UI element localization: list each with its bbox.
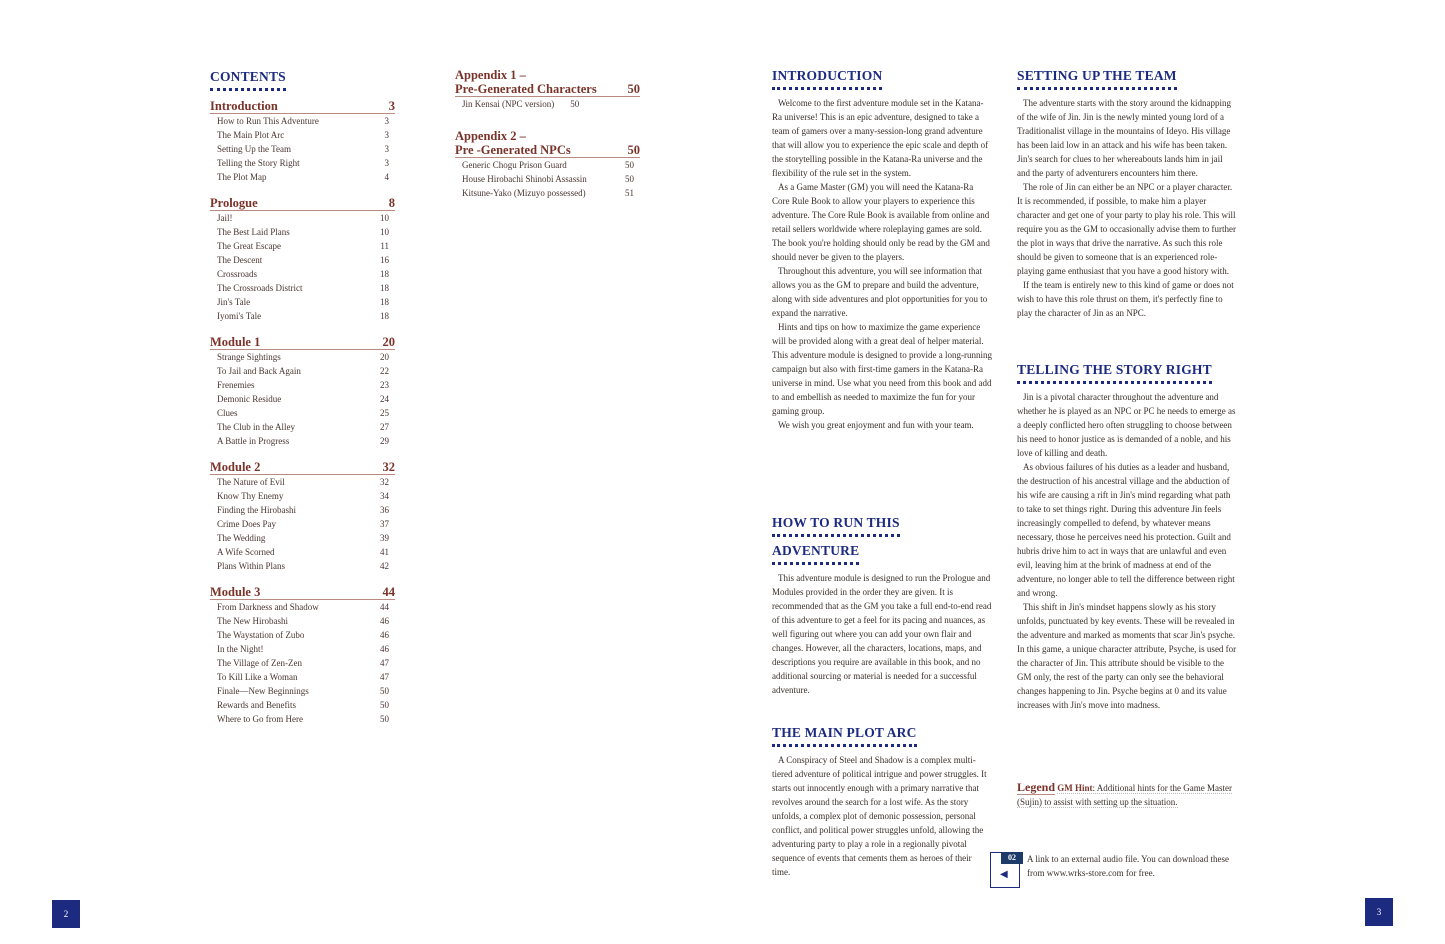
toc-entry-page: 44	[380, 602, 389, 612]
toc-entry-page: 46	[380, 630, 389, 640]
gm-hint-label: GM Hint	[1057, 783, 1093, 793]
toc-section-title: Prologue	[210, 196, 258, 210]
setting-up-team-section	[1017, 68, 1237, 320]
toc-entry-page: 50	[625, 174, 634, 184]
table-of-contents	[210, 68, 395, 726]
toc-section-title: Module 3	[210, 585, 261, 599]
toc-entry[interactable]	[455, 172, 640, 186]
paragraph: Throughout this adventure, you will see information that allows you as the GM to prepare and build the adventure, along with side adventures and plot opportunities for you to expand the narrative.	[772, 266, 988, 318]
toc-entry[interactable]	[210, 614, 395, 628]
toc-entry-page: 50	[570, 99, 580, 109]
toc-entry-title: Clues	[217, 408, 238, 418]
toc-entry[interactable]	[210, 364, 395, 378]
toc-entry-title: The Descent	[217, 255, 263, 265]
toc-entry[interactable]	[210, 420, 395, 434]
toc-entry[interactable]	[210, 559, 395, 573]
toc-entry-title: In the Night!	[217, 644, 264, 654]
toc-entry-title: The Wedding	[217, 533, 266, 543]
toc-entry-title: The Plot Map	[217, 172, 267, 182]
toc-entry[interactable]	[210, 628, 395, 642]
toc-entry[interactable]	[455, 158, 640, 172]
telling-story-section	[1017, 362, 1237, 712]
toc-entry-title: Crime Does Pay	[217, 519, 276, 529]
toc-entry[interactable]	[210, 475, 395, 489]
toc-entry-page: 39	[380, 533, 389, 543]
toc-entry-title: The Best Laid Plans	[217, 227, 290, 237]
toc-section-title: Module 1	[210, 335, 261, 349]
toc-entry-page: 18	[380, 269, 389, 279]
toc-entry[interactable]	[210, 698, 395, 712]
appendix-page: 50	[627, 143, 640, 157]
toc-section-page: 20	[382, 335, 395, 349]
paragraph: This shift in Jin's mindset happens slowly as his story unfolds, punctuated by key events. These will be revealed in the adventure and marked as moments that scar Jin's psyche. In this game, a unique character attribute, Psyche, is used for the character of Jin. This attribute should be visible to the GM only, the rest of the party can only see the behavioral changes happening to Jin. Psyche begins at 0 and its value increases with Jin's move into madness.	[1017, 602, 1237, 710]
toc-section-heading[interactable]	[210, 460, 395, 475]
appendix-heading[interactable]	[455, 143, 640, 158]
legend-heading: Legend	[1017, 780, 1056, 794]
toc-entry-page: 27	[380, 422, 389, 432]
toc-entry-page: 47	[380, 658, 389, 668]
toc-entry[interactable]	[210, 114, 395, 128]
setting-up-team-heading: SETTING UP THE TEAM	[1017, 68, 1177, 90]
toc-entry-title: Crossroads	[217, 269, 257, 279]
toc-entry-page: 51	[625, 188, 634, 198]
toc-entry-title: The Waystation of Zubo	[217, 630, 305, 640]
appendix-heading[interactable]	[455, 82, 640, 97]
toc-entry-page: 23	[380, 380, 389, 390]
toc-entry[interactable]	[210, 267, 395, 281]
toc-entry-title: Jin Kensai (NPC version)	[462, 99, 555, 109]
toc-entry-title: Demonic Residue	[217, 394, 282, 404]
paragraph: As a Game Master (GM) you will need the Katana-Ra Core Rule Book to allow your players to experience this adventure. The Core Rule Book is available from online and retail sellers worldwide where roleplaying games are sold. The book you're holding should only be read by the GM and should never be given to the players.	[772, 182, 990, 262]
toc-entry-title: The Village of Zen-Zen	[217, 658, 303, 668]
introduction-heading: INTRODUCTION	[772, 68, 882, 90]
audio-number: 02	[1001, 852, 1023, 864]
toc-entry[interactable]	[210, 517, 395, 531]
toc-entry-title: Setting Up the Team	[217, 144, 291, 154]
toc-entry-title: From Darkness and Shadow	[217, 602, 319, 612]
paragraph: We wish you great enjoyment and fun with your team.	[778, 420, 974, 430]
toc-entry[interactable]	[210, 142, 395, 156]
audio-link-icon	[990, 852, 1020, 888]
toc-section-heading[interactable]	[210, 585, 395, 600]
paragraph: This adventure module is designed to run the Prologue and Modules provided in the order they are given. It is recommended that as the GM you take a full end-to-end read of this adventure to get a feel for its pacing and nuances, as well figuring out where you can add your own flair and changes. However, all the characters, locations, maps, and descriptions you require are available in this book, and no additional sourcing or material is needed for a successful adventure.	[772, 573, 992, 695]
telling-story-heading: TELLING THE STORY RIGHT	[1017, 362, 1212, 384]
toc-entry-title: The Great Escape	[217, 241, 281, 251]
toc-entry-title: Iyomi's Tale	[217, 311, 262, 321]
toc-entry-page: 18	[380, 311, 389, 321]
toc-entry-page: 32	[380, 477, 389, 487]
toc-entry-title: The Crossroads District	[217, 283, 303, 293]
toc-entry-title: A Wife Scorned	[217, 547, 275, 557]
appendix-subtitle: Pre-Generated Characters	[455, 82, 597, 96]
toc-entry-page: 46	[380, 616, 389, 626]
toc-section-title: Module 2	[210, 460, 261, 474]
toc-entry-page: 47	[380, 672, 389, 682]
paragraph: The role of Jin can either be an NPC or a player character. It is recommended, if possible, to make him a player character and get one of your party to play his role. This will require you as the GM to occasionally advise them to further the plot in ways that drive the narrative. As such this role should be given to someone that is an experienced role-playing game enthusiast that you have a good history with.	[1017, 182, 1236, 276]
toc-entry-title: The Nature of Evil	[217, 477, 285, 487]
speaker-icon: ◀	[1000, 869, 1008, 880]
toc-entry-title: The New Hirobashi	[217, 616, 288, 626]
toc-entry-page: 4	[384, 172, 389, 182]
toc-entry[interactable]	[455, 97, 640, 111]
toc-entry-page: 18	[380, 297, 389, 307]
toc-entry-title: Generic Chogu Prison Guard	[462, 160, 567, 170]
toc-entry-page: 25	[380, 408, 389, 418]
toc-entry-title: To Jail and Back Again	[217, 366, 301, 376]
toc-entry-page: 29	[380, 436, 389, 446]
toc-entry[interactable]	[210, 281, 395, 295]
toc-entry[interactable]	[210, 434, 395, 448]
toc-entry-page: 18	[380, 283, 389, 293]
toc-entry[interactable]	[210, 545, 395, 559]
toc-entry-title: The Main Plot Arc	[217, 130, 285, 140]
toc-entry-page: 11	[380, 241, 389, 251]
toc-entry-title: Jin's Tale	[217, 297, 251, 307]
toc-entry-page: 41	[380, 547, 389, 557]
toc-entry-page: 46	[380, 644, 389, 654]
toc-entry-page: 3	[384, 158, 389, 168]
toc-entry-page: 36	[380, 505, 389, 515]
toc-entry-title: Telling the Story Right	[217, 158, 300, 168]
paragraph: Hints and tips on how to maximize the game experience will be provided along with a great deal of helper material. This adventure module is designed to provide a long-running campaign but also with first-time gamers in the Katana-Ra universe in mind. Use what you need from this book and add to and embellish as needed to maximize the fun for your gaming group.	[772, 322, 992, 416]
paragraph: As obvious failures of his duties as a leader and husband, the destruction of his ancestral village and the abduction of his wife are causing a rift in Jin's mind regarding what path to take to set things right. During this adventure Jin feels increasingly compelled to defend, by whatever means necessary, those he perceives need his protection. Guilt and hubris drive him to act in ways that are unlawful and even evil, leaving him at the brink of madness at end of the adventure, no longer able to tell the difference between right and wrong.	[1017, 462, 1235, 598]
toc-entry-title: Frenemies	[217, 380, 255, 390]
gm-hint-text: : Additional hints for the Game Master (Sujin) to assist with setting up the situation.	[1017, 783, 1232, 807]
main-plot-arc-heading: THE MAIN PLOT ARC	[772, 725, 917, 747]
toc-entry[interactable]	[210, 392, 395, 406]
toc-entry[interactable]	[210, 503, 395, 517]
toc-entry-title: How to Run This Adventure	[217, 116, 319, 126]
toc-section-page: 44	[382, 585, 395, 599]
contents-title: CONTENTS	[210, 69, 286, 91]
legend-section	[1017, 780, 1237, 809]
paragraph: Jin is a pivotal character throughout the adventure and whether he is played as an NPC or PC he needs to emerge as a deeply conflicted hero often struggling to choose between his need to honor justice as is demanded of a noble, and his love of killing and death.	[1017, 392, 1236, 458]
page-number-left: 2	[52, 900, 80, 928]
toc-entry-page: 10	[380, 227, 389, 237]
toc-section-title: Introduction	[210, 99, 278, 113]
toc-entry-page: 20	[380, 352, 389, 362]
toc-entry-title: Kitsune-Yako (Mizuyo possessed)	[462, 188, 586, 198]
toc-entry-page: 50	[380, 700, 389, 710]
toc-section-heading[interactable]	[210, 335, 395, 350]
toc-entry-page: 22	[380, 366, 389, 376]
toc-entry[interactable]	[455, 186, 640, 200]
toc-entry-page: 37	[380, 519, 389, 529]
toc-entry-title: Strange Sightings	[217, 352, 281, 362]
toc-entry-page: 42	[380, 561, 389, 571]
toc-entry[interactable]	[210, 156, 395, 170]
toc-entry[interactable]	[210, 211, 395, 225]
paragraph: Welcome to the first adventure module set in the Katana-Ra universe! This is an epic adventure, designed to take a team of gamers over a many-session-long grand adventure that will allow you to experience the epic scale and depth of the storytelling possible in the Katana-Ra universe and the flexibility of the rule set in the system.	[772, 98, 989, 178]
toc-entry-title: Where to Go from Here	[217, 714, 303, 724]
appendix-heading-line1	[455, 68, 640, 82]
toc-entry[interactable]	[210, 684, 395, 698]
toc-entry[interactable]	[210, 239, 395, 253]
introduction-section	[772, 68, 992, 432]
main-plot-arc-section	[772, 725, 992, 879]
appendix-title: Appendix 2 –	[455, 129, 526, 143]
toc-entry[interactable]	[210, 489, 395, 503]
toc-entry[interactable]	[210, 712, 395, 726]
toc-entry[interactable]	[210, 378, 395, 392]
toc-entry-page: 3	[384, 144, 389, 154]
toc-entry[interactable]	[210, 642, 395, 656]
toc-entry-page: 24	[380, 394, 389, 404]
toc-section-heading[interactable]	[210, 99, 395, 114]
toc-entry-title: The Club in the Alley	[217, 422, 295, 432]
toc-entry[interactable]	[210, 670, 395, 684]
toc-entry[interactable]	[210, 309, 395, 323]
toc-entry[interactable]	[210, 531, 395, 545]
paragraph: The adventure starts with the story around the kidnapping of the wife of Jin. Jin is the newly minted young lord of a Traditionalist village in the mountains of Ideyo. His village has been laid low in an attack and his wife has been taken. Jin's search for clues to her whereabouts lands him in jail and the party of adventurers encounters him there.	[1017, 98, 1231, 178]
toc-entry-page: 50	[380, 714, 389, 724]
how-to-run-section	[772, 515, 992, 697]
toc-entry-title: House Hirobachi Shinobi Assassin	[462, 174, 587, 184]
toc-entry-page: 50	[625, 160, 634, 170]
toc-section-page: 8	[388, 196, 395, 210]
toc-entry[interactable]	[210, 295, 395, 309]
toc-entry-title: Know Thy Enemy	[217, 491, 284, 501]
toc-entry-page: 16	[380, 255, 389, 265]
toc-entry[interactable]	[210, 225, 395, 239]
toc-section-page: 32	[382, 460, 395, 474]
paragraph: A Conspiracy of Steel and Shadow is a complex multi-tiered adventure of political intrigue and power struggles. It starts out innocently enough with a primary narrative that revolves around the search for a lost wife. As the story unfolds, a complex plot of demonic possession, personal conflict, and political power struggles unfold, allowing the adventuring party to play a role in a regionally pivotal sequence of events that cements them as heroes of their time.	[772, 755, 987, 877]
toc-entry[interactable]	[210, 656, 395, 670]
page-number-right: 3	[1365, 898, 1393, 926]
toc-entry-page: 50	[380, 686, 389, 696]
toc-entry[interactable]	[210, 128, 395, 142]
appendix-subtitle: Pre -Generated NPCs	[455, 143, 571, 157]
toc-section-page: 3	[388, 99, 395, 113]
how-to-run-heading: HOW TO RUN THIS	[772, 515, 900, 537]
appendix-page: 50	[627, 82, 640, 96]
how-to-run-heading-2: ADVENTURE	[772, 543, 859, 565]
appendix-heading-line1	[455, 129, 640, 143]
toc-entry[interactable]	[210, 406, 395, 420]
toc-entry-page: 3	[384, 116, 389, 126]
toc-entry-title: Rewards and Benefits	[217, 700, 296, 710]
toc-entry[interactable]	[210, 350, 395, 364]
toc-entry-page: 34	[380, 491, 389, 501]
toc-entry[interactable]	[210, 170, 395, 184]
toc-entry[interactable]	[210, 600, 395, 614]
toc-section-heading[interactable]	[210, 196, 395, 211]
toc-entry-page: 10	[380, 213, 389, 223]
paragraph: If the team is entirely new to this kind of game or does not wish to have this role thrust on them, it's perfectly fine to play the character of Jin as an NPC.	[1017, 280, 1234, 318]
toc-entry[interactable]	[210, 253, 395, 267]
toc-entry-title: Jail!	[217, 213, 233, 223]
toc-entry-title: Plans Within Plans	[217, 561, 285, 571]
audio-link-text: A link to an external audio file. You can download these from www.wrks-store.com for free.	[1027, 854, 1229, 878]
appendix-contents	[455, 56, 640, 200]
toc-entry-title: Finale—New Beginnings	[217, 686, 309, 696]
toc-entry-title: A Battle in Progress	[217, 436, 290, 446]
appendix-title: Appendix 1 –	[455, 68, 526, 82]
toc-entry-title: To Kill Like a Woman	[217, 672, 298, 682]
toc-entry-page: 3	[384, 130, 389, 140]
toc-entry-title: Finding the Hirobashi	[217, 505, 296, 515]
